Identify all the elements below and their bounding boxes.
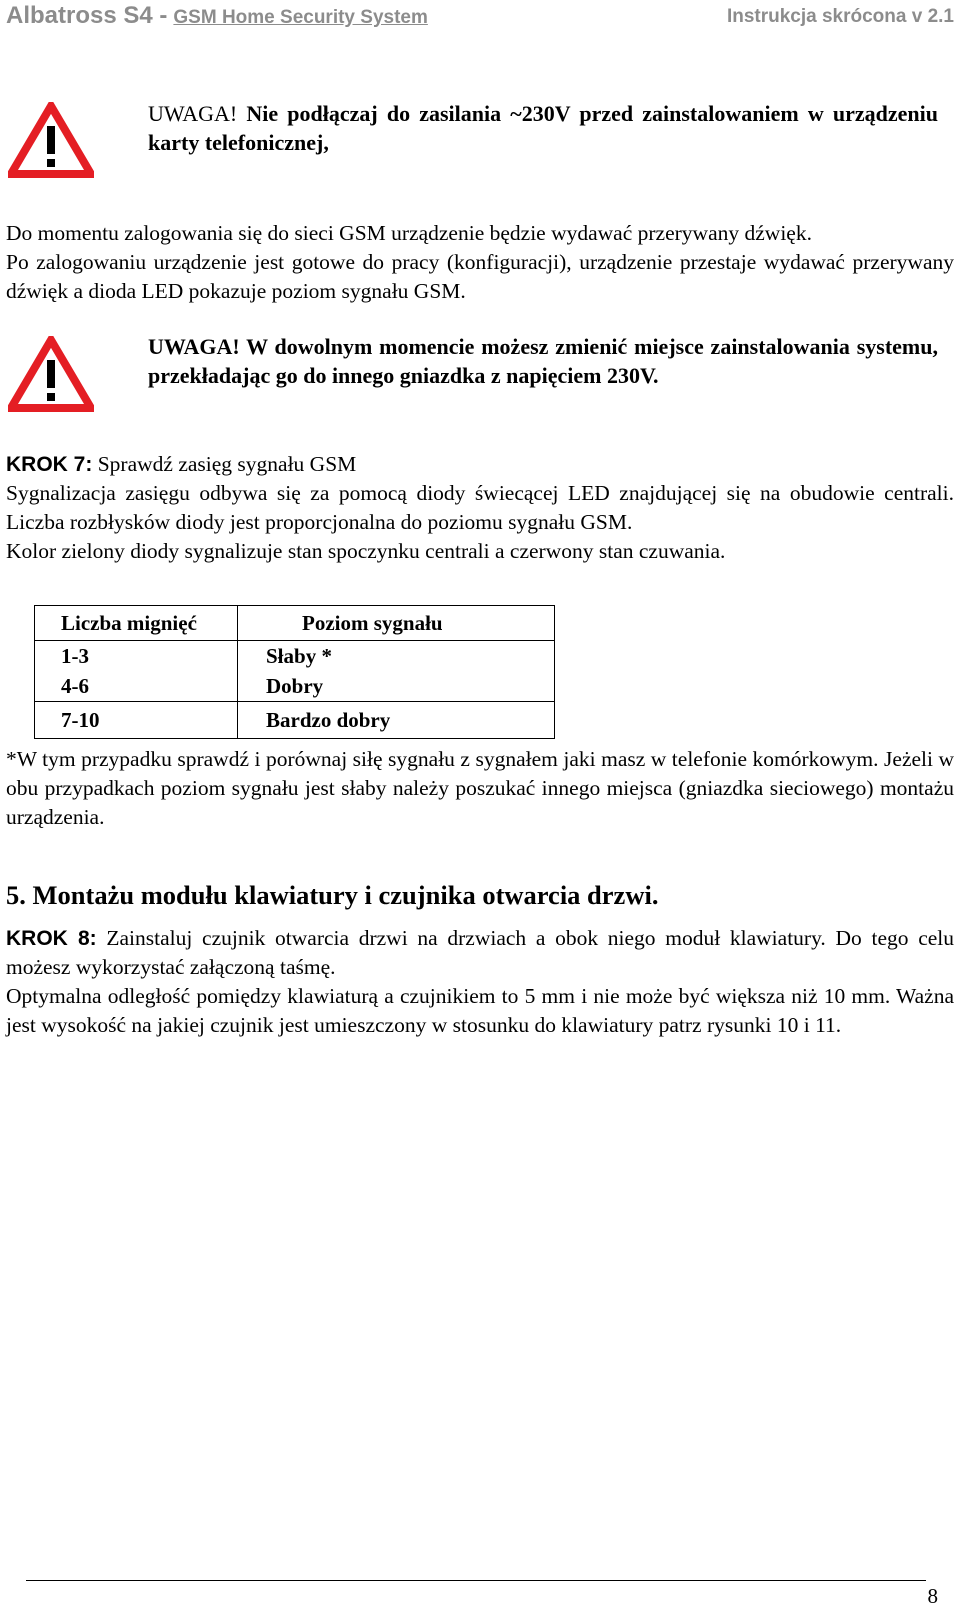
table-cell: Bardzo dobry — [238, 702, 555, 739]
step-8-body: Zainstaluj czujnik otwarcia drzwi na drzwiach a obok niego moduł klawiatury. Do tego celu możesz wykorzystać załączoną taśmę. — [6, 926, 954, 979]
warning-2: UWAGA! W dowolnym momencie możesz zmienić miejsce zainstalowania systemu, przekładając go do innego gniazdka z napięciem 230V. — [148, 334, 938, 388]
table-header-row — [35, 606, 555, 641]
signal-note: *W tym przypadku sprawdź i porównaj siłę sygnału z sygnałem jaki masz w telefonie komórkowym. Jeżeli w obu przypadkach poziom sygnału jest słaby należy poszukać innego miejsca (gniazdka sieciowego) montażu urządzenia. — [6, 747, 954, 829]
table-row — [35, 702, 555, 739]
section-5-title: 5. Montażu modułu klawiatury i czujnika otwarcia drzwi. — [6, 880, 659, 910]
step-7-title: Sprawdź zasięg sygnału GSM — [92, 452, 357, 476]
gsm-login-line1: Do momentu zalogowania się do sieci GSM urządzenie będzie wydawać przerywany dźwięk. — [6, 221, 812, 245]
warning-1-lead: UWAGA! — [148, 101, 238, 126]
table-cell: 7-10 — [35, 702, 238, 739]
header-title-group — [6, 2, 428, 30]
gsm-login-line2: Po zalogowaniu urządzenie jest gotowe do pracy (konfiguracji), urządzenie przestaje wydawać przerywany dźwięk a dioda LED pokazuje poziom sygnału GSM. — [6, 250, 954, 303]
signal-level-table — [34, 605, 555, 739]
step-7 — [6, 450, 954, 566]
table-cell: 1-3 — [35, 641, 238, 672]
warning-triangle-icon — [8, 336, 94, 412]
header-subtitle: GSM Home Security System — [173, 7, 428, 28]
step-7-body-1: Sygnalizacja zasięgu odbywa się za pomocą diody świecącej LED znajdującej się na obudowie centrali. Liczba rozbłysków diody jest proporcjonalna do poziomu sygnału GSM. — [6, 481, 954, 534]
header-doc-version: Instrukcja skrócona v 2.1 — [726, 6, 954, 27]
step-7-body-2: Kolor zielony diody sygnalizuje stan spoczynku centrali a czerwony stan czuwania. — [6, 539, 726, 563]
step-8-text — [6, 924, 954, 982]
table-cell: Słaby * — [238, 641, 555, 672]
header-title: Albatross S4 - — [6, 2, 168, 29]
table-row — [35, 641, 555, 672]
table-cell: Dobry — [238, 671, 555, 702]
step-7-label: KROK 7: — [6, 453, 93, 476]
table-header-cell: Poziom sygnału — [238, 606, 555, 641]
step-8-label: KROK 8: — [6, 927, 97, 950]
footer-rule — [26, 1580, 926, 1581]
table-header-cell: Liczba mignięć — [35, 606, 238, 641]
page-header — [6, 0, 954, 34]
step-8 — [6, 924, 954, 1040]
table-cell: 4-6 — [35, 671, 238, 702]
table-row — [35, 671, 555, 702]
step-8-text-2: Optymalna odległość pomiędzy klawiaturą a czujnikiem to 5 mm i nie może być większa niż 10 mm. Ważna jest wysokość na jakiej czujnik jest umieszczony w stosunku do klawiatury patrz rysunki 10 i 11. — [6, 984, 954, 1037]
page-number: 8 — [927, 1584, 938, 1608]
warning-1 — [148, 99, 938, 157]
warning-1-text: Nie podłączaj do zasilania ~230V przed zainstalowaniem w urządzeniu karty telefonicznej, — [148, 101, 938, 155]
step-7-heading — [6, 450, 954, 479]
gsm-login-paragraph — [6, 219, 954, 306]
warning-triangle-icon — [8, 102, 94, 178]
